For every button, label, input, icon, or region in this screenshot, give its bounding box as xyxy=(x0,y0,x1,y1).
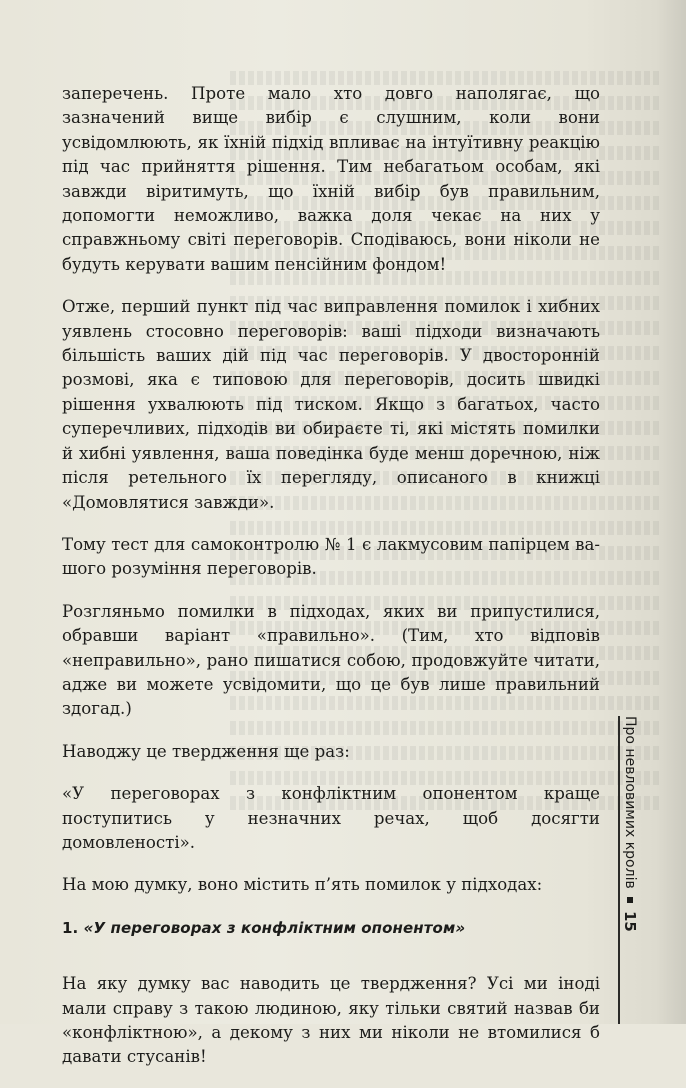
page-number: 15 xyxy=(621,910,639,932)
page-gutter-shadow xyxy=(656,0,686,1024)
paragraph: Розгляньмо помилки в підходах, яких ви припустилися, обравши варіант «правильно». (Тим, хто відповів «неправильно», рано пишатися собою, продовжуйте читати, адже ви можете усвідомити, що це був лише правильний здогад.) xyxy=(62,601,600,719)
paragraph: На мою думку, воно містить п’ять помилок у підходах: xyxy=(62,875,543,895)
running-head xyxy=(618,716,642,986)
body-text xyxy=(62,82,600,1088)
section-number: 1. xyxy=(62,918,79,937)
running-head-title: Про невловимих кролів xyxy=(622,716,638,889)
paragraph: заперечень. Проте мало хто довго наполягає, що зазначений вище вибір є слушним, коли вони усвідомлюють, як їхній підхід впливає на інтуїтивну реакцію під час прийняття рішення. Тим небагатьом особам, які завжди віритимуть, що їхній вибір був правильним, допомогти неможливо, важка доля чекає на них у справжньому світі переговорів. Сподіваюсь, вони ніколи не будуть керувати вашим пенсійним фондом! xyxy=(62,84,600,274)
bullet-separator-icon xyxy=(627,897,633,903)
paragraph: На яку думку вас наводить це твердження? Усі ми іноді мали справу з такою людиною, яку тільки святий назвав би «конфліктною», а декому з них ми ніколи не втомилися б давати стусанів! xyxy=(62,974,600,1067)
paragraph: Наводжу це твердження ще раз: xyxy=(62,741,350,761)
section-title: «У переговорах з конфліктним опонентом» xyxy=(83,918,466,937)
quoted-statement: «У переговорах з конфліктним опонентом краще поступитись у незначних речах, щоб досягти домовленості». xyxy=(62,784,600,852)
section-heading xyxy=(62,916,600,940)
paragraph: Тому тест для самоконтролю № 1 є лакмусовим папірцем вашого розуміння переговорів. xyxy=(62,534,600,579)
paragraph: Отже, перший пункт під час виправлення помилок і хибних уявлень стосовно переговорів: ваші підходи визначають більшість ваших дій під час переговорів. У двосторонній розмові, яка є типовою для переговорів, досить швидкі рішення ухвалюють під тиском. Якщо з багатьох, часто суперечливих, підходів ви обираєте ті, які містять помилки й хибні уявлення, ваша поведінка буде менш доречною, ніж після ретельного їх перегляду, описаного в книжці «Домовлятися завжди». xyxy=(62,297,600,512)
